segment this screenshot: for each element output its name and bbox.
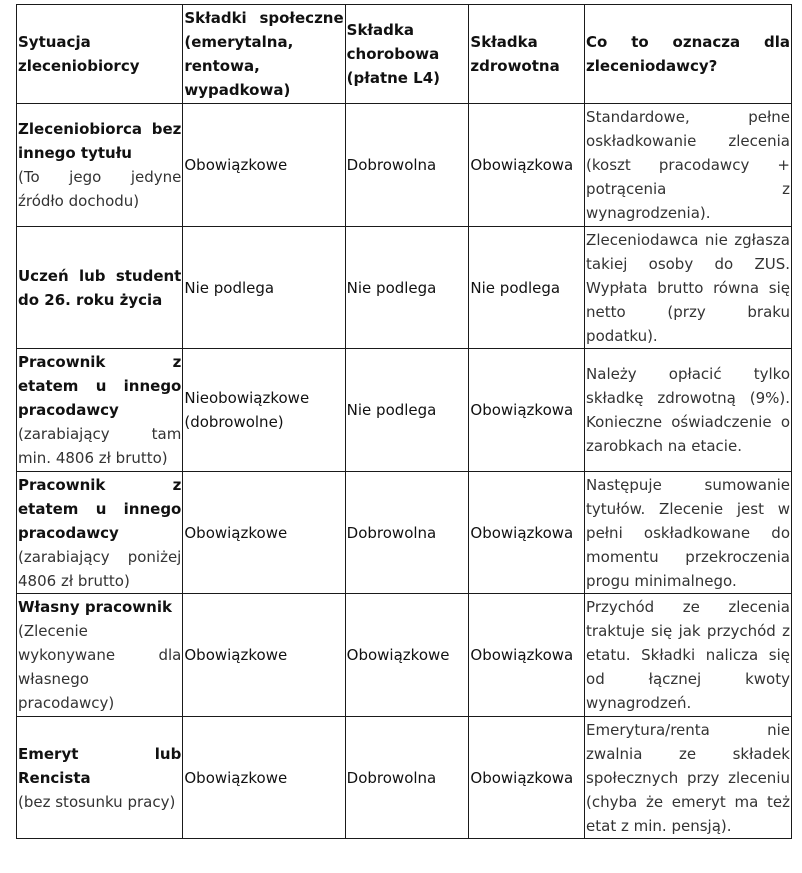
situation-note: (zarabiający poniżej 4806 zł brutto) [18,547,182,590]
table-row [17,227,792,349]
cell-meaning: Zleceniodawca nie zgłasza takiej osoby do ZUS. Wypłata brutto równa się netto (przy braku podatku). [585,227,792,349]
cell-situation [17,594,183,717]
cell-situation [17,349,183,472]
cell-social: Obowiązkowe [183,594,345,717]
header-row [17,5,792,104]
cell-meaning: Przychód ze zlecenia traktuje się jak przychód z etatu. Składki nalicza się od łącznej kwoty wynagrodzeń. [585,594,792,717]
cell-sickness: Nie podlega [345,349,469,472]
cell-health: Obowiązkowa [469,104,585,227]
situation-note: (To jego jedyne źródło dochodu) [18,168,182,210]
header-social: Składki społeczne (emerytalna, rentowa, wypadkowa) [183,5,345,104]
table-row [17,349,792,472]
header-meaning: Co to oznacza dla zleceniodawcy? [585,5,792,104]
cell-sickness: Nie podlega [345,227,469,349]
cell-sickness: Obowiązkowe [345,594,469,717]
situation-title: Pracownik z etatem u innego pracodawcy [18,475,182,542]
situation-title: Zleceniobiorca bez innego tytułu [18,120,182,162]
situation-title: Emeryt lub Rencista [18,744,182,787]
cell-situation [17,717,183,839]
cell-social: Nieobowiązkowe (dobrowolne) [183,349,345,472]
cell-meaning: Emerytura/renta nie zwalnia ze składek społecznych przy zleceniu (chyba że emeryt ma też etat z min. pensją). [585,717,792,839]
cell-situation [17,227,183,349]
cell-meaning: Następuje sumowanie tytułów. Zlecenie jest w pełni oskładkowane do momentu przekroczenia progu minimalnego. [585,472,792,594]
table-row [17,104,792,227]
contributions-table [16,4,792,839]
header-sickness: Składka chorobowa (płatne L4) [345,5,469,104]
cell-meaning: Należy opłacić tylko składkę zdrowotną (9%). Konieczne oświadczenie o zarobkach na etacie. [585,349,792,472]
cell-sickness: Dobrowolna [345,104,469,227]
cell-health: Nie podlega [469,227,585,349]
situation-title: Pracownik z etatem u innego pracodawcy [18,353,182,419]
cell-sickness: Dobrowolna [345,472,469,594]
header-health: Składka zdrowotna [469,5,585,104]
table-row [17,594,792,717]
table-row [17,717,792,839]
situation-note: (Zlecenie wykonywane dla własnego pracodawcy) [18,622,182,712]
cell-health: Obowiązkowa [469,472,585,594]
cell-situation [17,104,183,227]
situation-title: Własny pracownik [18,598,172,616]
cell-health: Obowiązkowa [469,594,585,717]
cell-social: Obowiązkowe [183,472,345,594]
cell-social: Obowiązkowe [183,104,345,227]
situation-title: Uczeń lub student do 26. roku życia [18,266,182,309]
table-row [17,472,792,594]
cell-meaning: Standardowe, pełne oskładkowanie zlecenia (koszt pracodawcy + potrącenia z wynagrodzenia). [585,104,792,227]
situation-note: (bez stosunku pracy) [18,792,176,811]
situation-note: (zarabiający tam min. 4806 zł brutto) [18,425,182,467]
cell-health: Obowiązkowa [469,349,585,472]
cell-health: Obowiązkowa [469,717,585,839]
header-situation: Sytuacja zleceniobiorcy [17,5,183,104]
cell-social: Obowiązkowe [183,717,345,839]
cell-social: Nie podlega [183,227,345,349]
cell-situation [17,472,183,594]
cell-sickness: Dobrowolna [345,717,469,839]
